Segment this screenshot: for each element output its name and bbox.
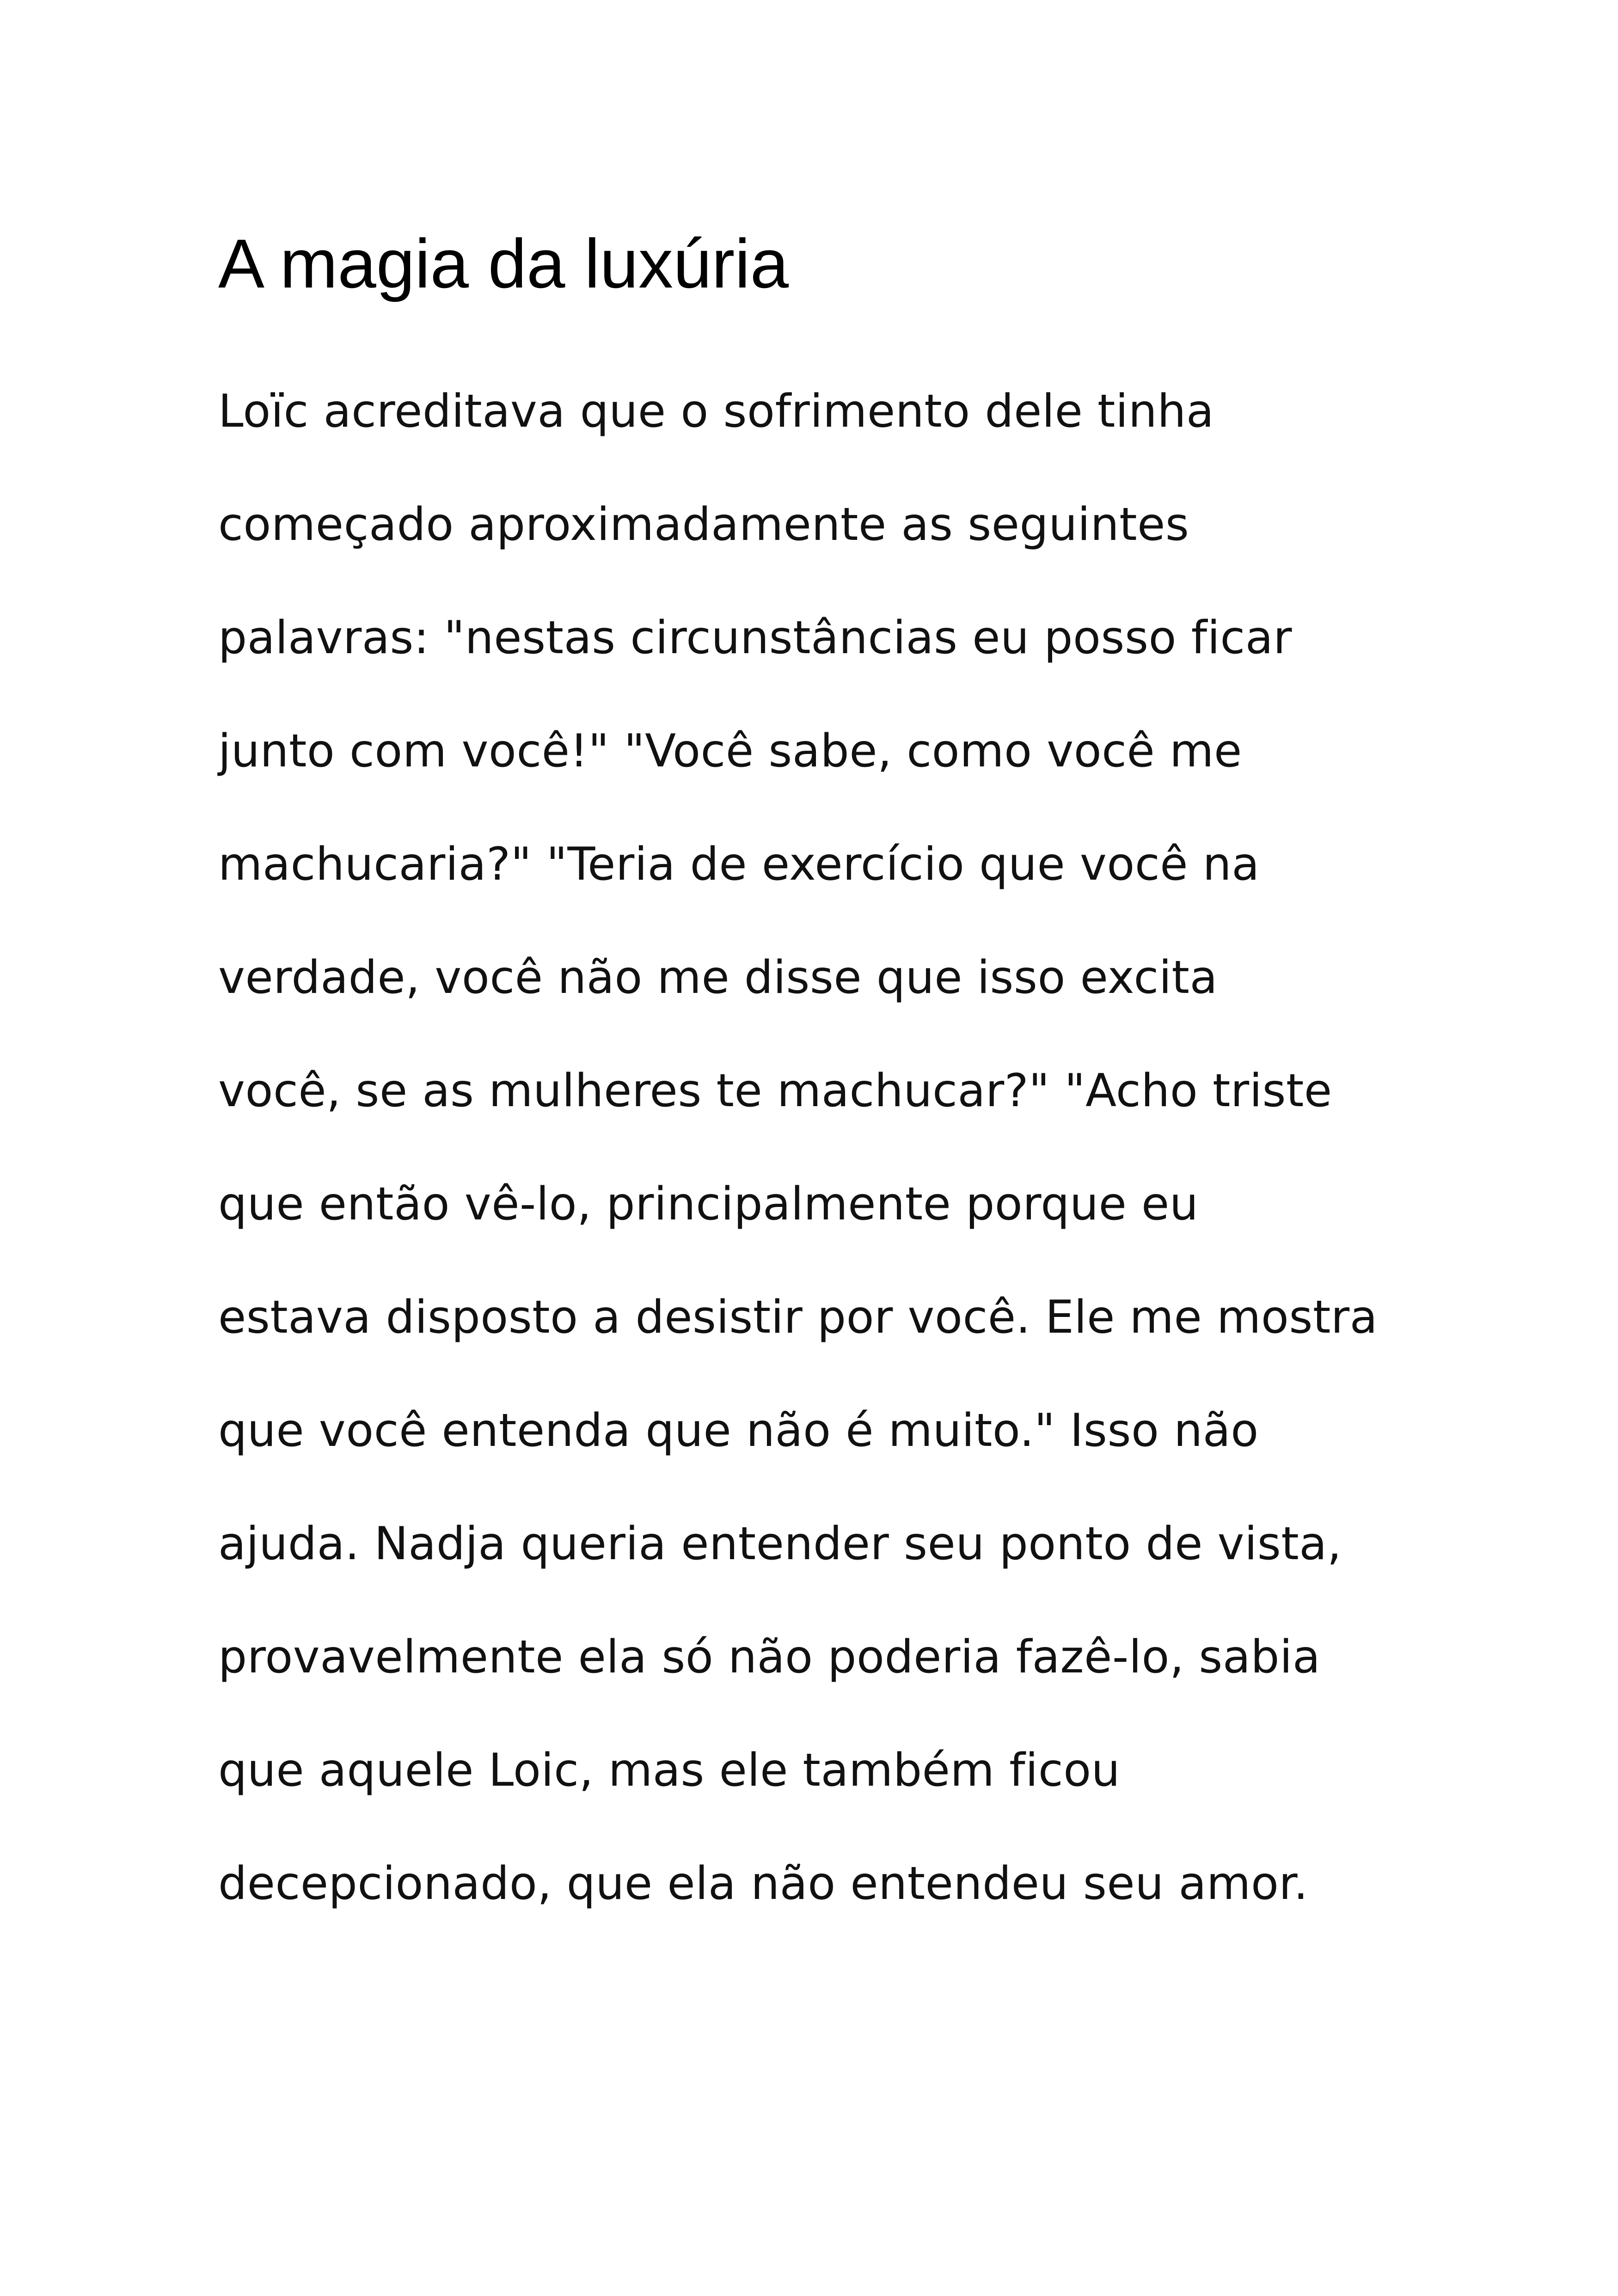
text-line: estava disposto a desistir por você. Ele me mostra [218,1291,1378,1344]
text-line: machucaria?" "Teria de exercício que você na [218,838,1260,891]
text-line: que aquele Loic, mas ele também ficou [218,1744,1121,1797]
text-line: junto com você!" "Você sabe, como você me [218,725,1242,778]
text-line: que então vê-lo, principalmente porque eu [218,1178,1199,1231]
text-line: palavras: "nestas circunstâncias eu posso ficar [218,612,1293,664]
body-paragraph [218,371,1466,1956]
text-line: Loïc acreditava que o sofrimento dele tinha [218,385,1214,438]
text-line: provavelmente ela só não poderia fazê-lo, sabia [218,1631,1321,1684]
text-line: que você entenda que não é muito." Isso não [218,1404,1259,1457]
text-line: começado aproximadamente as seguintes [218,498,1189,551]
document-title: A magia da luxúria [218,225,789,302]
text-line: decepcionado, que ela não entendeu seu amor. [218,1857,1308,1910]
text-line: você, se as mulheres te machucar?" "Acho triste [218,1065,1332,1117]
text-line: ajuda. Nadja queria entender seu ponto de vista, [218,1518,1342,1570]
text-line: verdade, você não me disse que isso excita [218,951,1218,1004]
